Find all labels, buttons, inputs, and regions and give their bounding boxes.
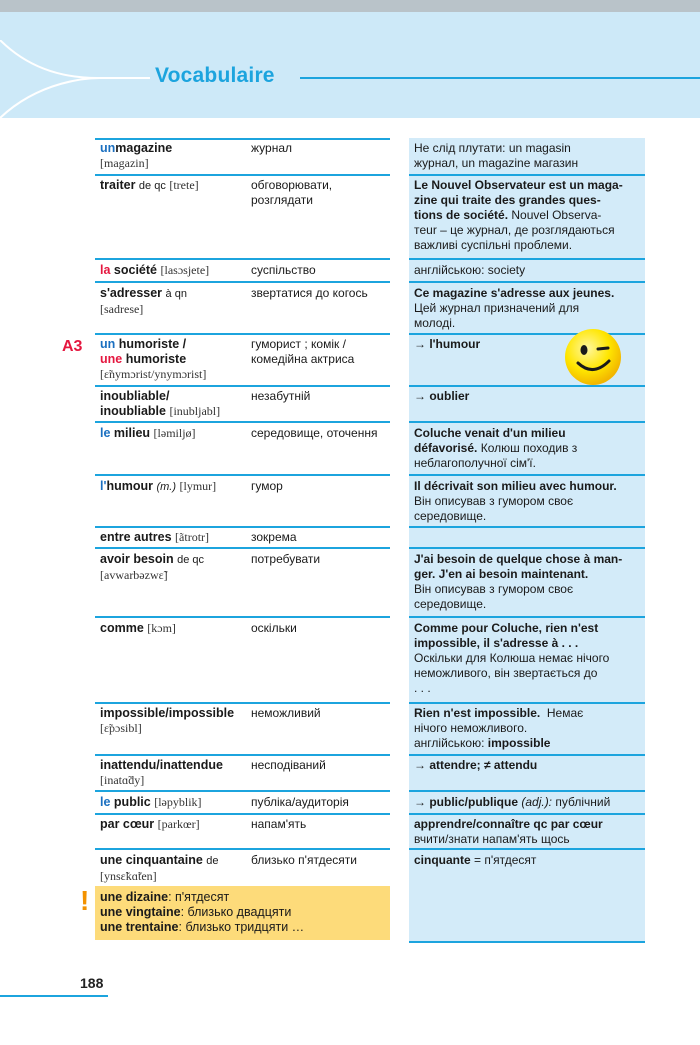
translation: суспільство: [251, 263, 316, 277]
page-number: 188: [80, 975, 104, 991]
translation: потребувати: [251, 552, 321, 566]
example-line: [409, 702, 645, 704]
example-line: [409, 258, 645, 260]
example-line: [409, 526, 645, 528]
vocab-word: le milieu [ləmiljø]: [100, 426, 196, 440]
section-marker: A3: [62, 338, 83, 355]
example-line: [409, 547, 645, 549]
vocab-word: s'adresser à qn [sadrese]: [100, 286, 187, 316]
translation: близько п'ятдесяти: [251, 853, 357, 867]
example: Ce magazine s'adresse aux jeunes. Цей журнал призначений для молоді.: [414, 286, 615, 330]
vocab-word: inoubliable/ inoubliable [inubljabl]: [100, 389, 221, 418]
example: → public/publique (adj.): публічний: [414, 795, 611, 809]
vocab-word: le public [ləpyblik]: [100, 795, 202, 809]
note-line: une dizaine: п'ятдесят: [100, 890, 230, 904]
translation: середовище, оточення: [251, 426, 378, 440]
top-edge: [0, 0, 700, 12]
example: Coluche venait d'un milieu défavorisé. Колюш походив з неблагополучної сім'ї.: [414, 426, 578, 470]
example: Rien n'est impossible. Немає нічого неможливого. англійською: impossible: [414, 706, 584, 750]
vocab-word: avoir besoin de qc [avwarbəzwɛ̃]: [100, 552, 205, 582]
vocab-word: la société [lasɔsjete]: [100, 263, 210, 277]
example-line: [409, 174, 645, 176]
vocab-word: une cinquantaine de [ynsɛ̃kɑ̃ten]: [100, 853, 219, 883]
example: J'ai besoin de quelque chose à man- ger. J'en ai besoin maintenant. Він описував з гумором своє середовище.: [414, 552, 623, 611]
example: Не слід плутати: un magasin журнал, un magazine магазин: [414, 141, 579, 170]
page-title: Vocabulaire: [155, 64, 275, 87]
example-line: [409, 474, 645, 476]
example: Le Nouvel Observateur est un maga- zine qui traite des grandes ques- tions de société. Nouvel Observa- тeur – це журнал, де розглядаються важливі суспільні проблеми.: [414, 178, 623, 252]
translation: звертатися до когось: [251, 286, 368, 300]
note-line: une trentaine: близько тридцяти …: [100, 920, 305, 934]
translation: обговорювати, розглядати: [251, 178, 333, 207]
translation: напам'ять: [251, 817, 307, 831]
example: Il décrivait son milieu avec humour. Він описував з гумором своє середовище.: [414, 479, 617, 523]
example-line: [409, 790, 645, 792]
vocab-word: par cœur [parkœr]: [100, 817, 200, 831]
translation: оскільки: [251, 621, 297, 635]
example-line: [409, 421, 645, 423]
example: → l'humour: [414, 337, 481, 351]
footer-line: [0, 995, 108, 997]
example: англійською: society: [414, 263, 526, 277]
translation: зокрема: [251, 530, 297, 544]
example: → oublier: [414, 389, 470, 403]
vocab-word: impossible/impossible [ɛ̃pɔsibl]: [100, 706, 235, 735]
example-line: [409, 848, 645, 850]
example: apprendre/connaître qc par cœur вчити/знати напам'ять щось: [414, 817, 603, 846]
exclamation-icon: !: [80, 885, 90, 916]
vocab-word: inattendu/inattendue [inatɑ̃dy]: [100, 758, 223, 787]
example: cinquante = п'ятдесят: [414, 853, 537, 867]
header-curve: [0, 40, 700, 120]
example-line: [409, 941, 645, 943]
example: → attendre; ≠ attendu: [414, 758, 538, 772]
translation: несподіваний: [251, 758, 326, 772]
note-line: une vingtaine: близько двадцяти: [100, 905, 292, 919]
vocab-word: comme [kɔm]: [100, 621, 176, 635]
translation: неможливий: [251, 706, 321, 720]
translation: гумор: [251, 479, 283, 493]
vocab-word: un humoriste / une humoriste [ɛ̃nymɔrist/ynymɔrist]: [100, 337, 207, 381]
vocab-word: unmagazine [magazin]: [100, 141, 173, 170]
vocab-word: l'humour (m.) [lymur]: [100, 479, 217, 493]
example-line: [409, 754, 645, 756]
translation: журнал: [251, 141, 293, 155]
example-line: [409, 616, 645, 618]
example-line: [409, 281, 645, 283]
translation: публіка/аудиторія: [251, 795, 349, 809]
example-line: [409, 813, 645, 815]
vocab-word: entre autres [ãtrotr]: [100, 530, 210, 544]
translation: незабутній: [251, 389, 311, 403]
example: Comme pour Coluche, rien n'est impossible, il s'adresse à . . . Оскільки для Колюша немає нічого неможливого, він звертається до . . .: [414, 621, 610, 695]
vocab-word: traiter de qc [trete]: [100, 178, 199, 192]
translation: гуморист ; комік / комедійна актриса: [251, 337, 355, 366]
smiley-icon: [563, 327, 623, 387]
